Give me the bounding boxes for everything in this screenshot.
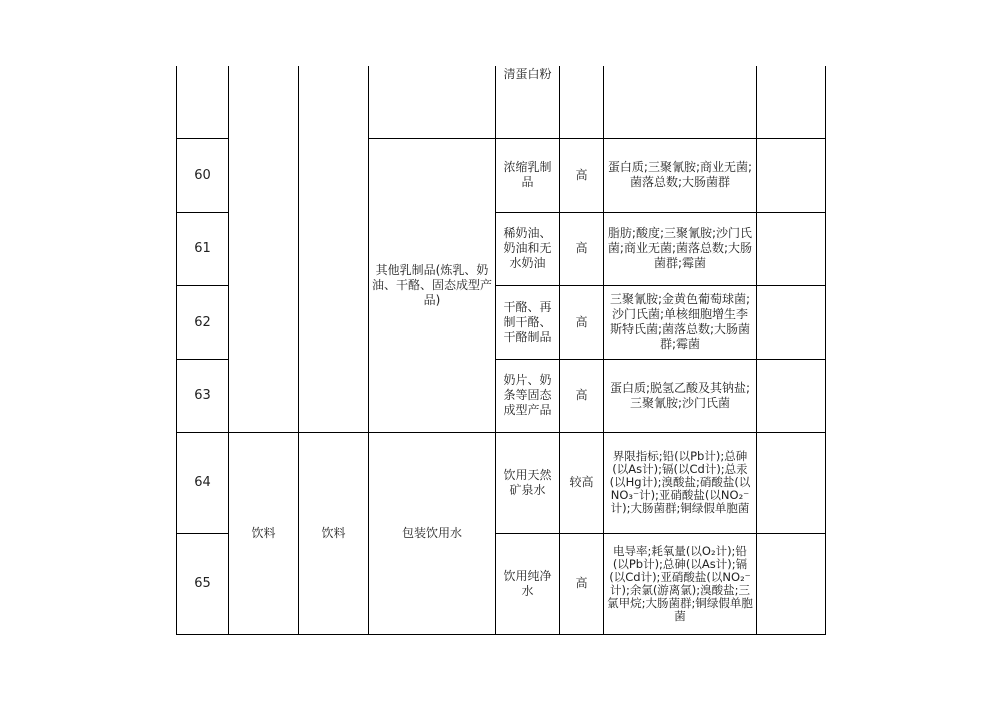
remarks-cell	[757, 212, 826, 285]
remarks-cell	[757, 138, 826, 212]
row-number	[177, 66, 229, 138]
food-category: 饮用天然矿泉水	[496, 432, 560, 533]
risk-level: 高	[560, 285, 604, 359]
remarks-cell	[757, 432, 826, 533]
table-row	[177, 432, 826, 533]
food-category: 稀奶油、奶油和无水奶油	[496, 212, 560, 285]
food-inspection-table	[176, 66, 826, 635]
remarks-cell	[757, 66, 826, 138]
food-category: 奶片、奶条等固态成型产品	[496, 359, 560, 432]
row-number: 63	[177, 359, 229, 432]
risk-level: 较高	[560, 432, 604, 533]
food-category: 浓缩乳制品	[496, 138, 560, 212]
risk-level: 高	[560, 212, 604, 285]
risk-level: 高	[560, 138, 604, 212]
food-category: 饮用纯净水	[496, 533, 560, 634]
beverage-minor-category: 饮料	[299, 432, 369, 634]
row-number: 60	[177, 138, 229, 212]
remarks-cell	[757, 359, 826, 432]
inspection-items: 蛋白质;脱氢乙酸及其钠盐;三聚氰胺;沙门氏菌	[604, 359, 757, 432]
major-category-cell	[229, 66, 299, 432]
minor-category-cell	[299, 66, 369, 432]
food-category: 清蛋白粉	[496, 66, 560, 138]
inspection-items	[604, 66, 757, 138]
other-dairy-category: 其他乳制品(炼乳、奶油、干酪、固态成型产品)	[369, 138, 496, 432]
beverage-major-category: 饮料	[229, 432, 299, 634]
remarks-cell	[757, 285, 826, 359]
packaged-water-category: 包装饮用水	[369, 432, 496, 634]
inspection-items: 脂肪;酸度;三聚氰胺;沙门氏菌;商业无菌;菌落总数;大肠菌群;霉菌	[604, 212, 757, 285]
inspection-items: 电导率;耗氧量(以O₂计);铅(以Pb计);总砷(以As计);镉(以Cd计);亚硝酸盐(以NO₂⁻计);余氯(游离氯);溴酸盐;三氯甲烷;大肠菌群;铜绿假单胞菌	[604, 533, 757, 634]
table-row	[177, 66, 826, 138]
inspection-items: 蛋白质;三聚氰胺;商业无菌;菌落总数;大肠菌群	[604, 138, 757, 212]
remarks-cell	[757, 533, 826, 634]
subcategory-cell	[369, 66, 496, 138]
row-number: 65	[177, 533, 229, 634]
risk-level: 高	[560, 533, 604, 634]
inspection-items: 界限指标;铅(以Pb计);总砷(以As计);镉(以Cd计);总汞(以Hg计);溴酸盐;硝酸盐(以NO₃⁻计);亚硝酸盐(以NO₂⁻计);大肠菌群;铜绿假单胞菌	[604, 432, 757, 533]
food-category: 干酪、再制干酪、干酪制品	[496, 285, 560, 359]
row-number: 64	[177, 432, 229, 533]
risk-level: 高	[560, 359, 604, 432]
inspection-items: 三聚氰胺;金黄色葡萄球菌;沙门氏菌;单核细胞增生李斯特氏菌;菌落总数;大肠菌群;霉菌	[604, 285, 757, 359]
row-number: 62	[177, 285, 229, 359]
row-number: 61	[177, 212, 229, 285]
risk-level	[560, 66, 604, 138]
